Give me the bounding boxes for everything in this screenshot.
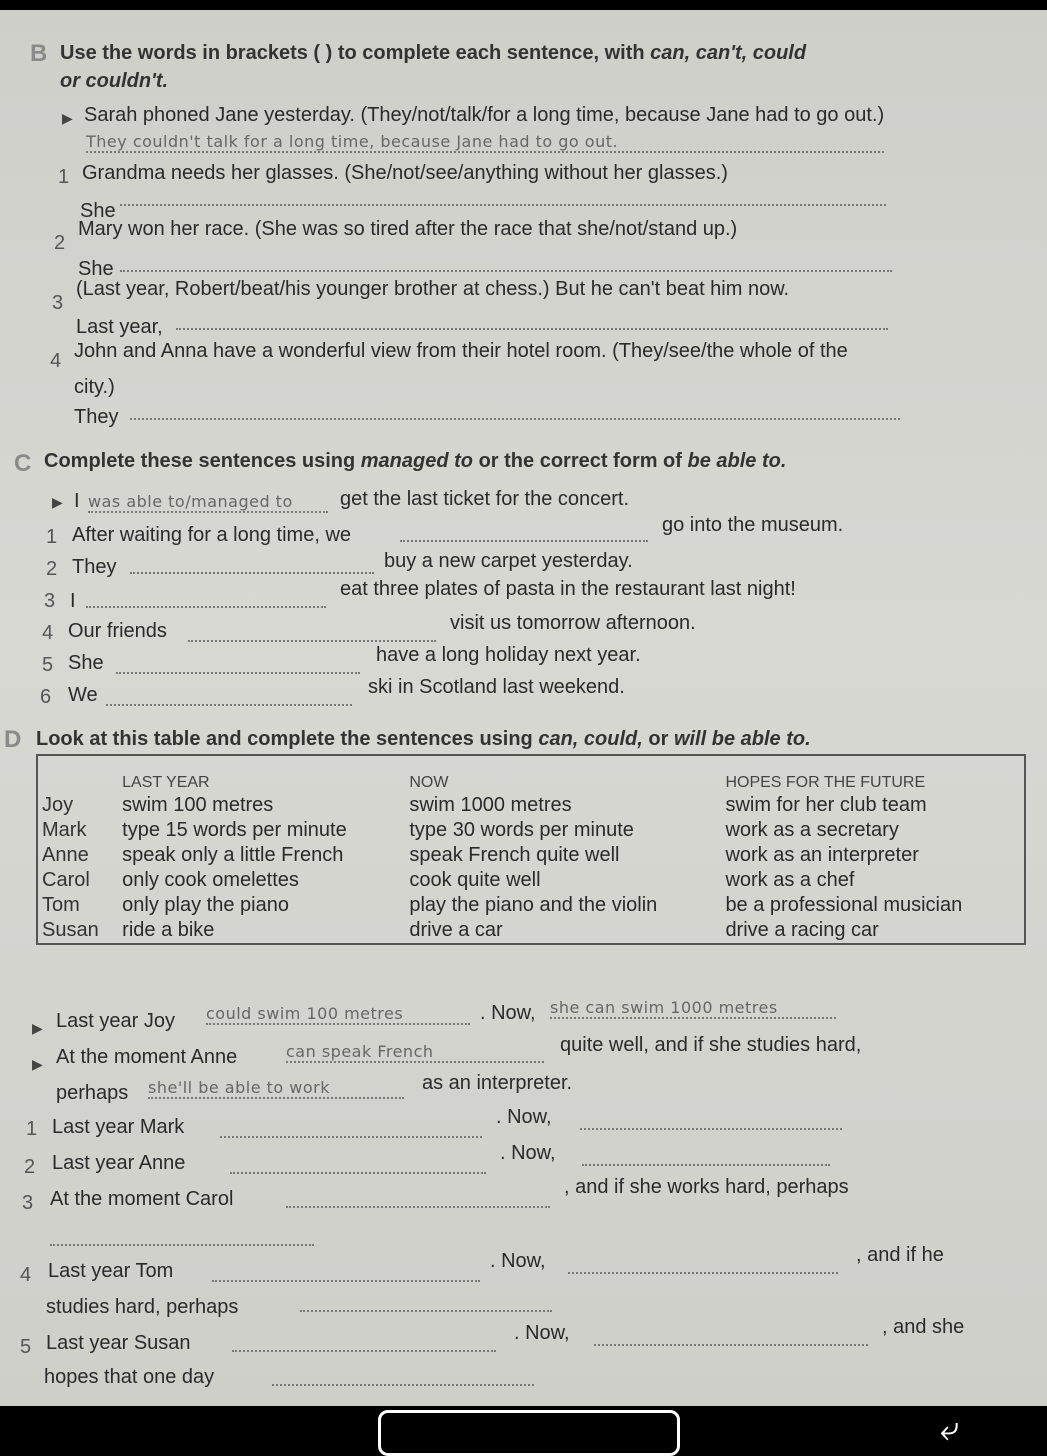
d-item-1-now: . Now,	[496, 1106, 552, 1128]
b-example-prompt: Sarah phoned Jane yesterday. (They/not/talk/for a long time, because Jane had to go out.)	[84, 104, 885, 126]
row-now: drive a car	[409, 919, 503, 941]
row-future: be a professional musician	[725, 894, 963, 916]
d-ex2-answer2: she'll be able to work	[148, 1078, 404, 1099]
header-now: NOW	[409, 774, 449, 791]
d-ex2-line2: perhaps	[56, 1082, 129, 1104]
b-item-4-prompt-cont: city.)	[74, 376, 115, 398]
c-item-2-answer-line[interactable]	[130, 554, 374, 574]
d-item-4-answer-line-2[interactable]	[568, 1254, 838, 1274]
b-item-3-answer-line[interactable]	[176, 310, 888, 330]
table-header-row	[37, 755, 1025, 793]
c-item-1-answer-line[interactable]	[400, 522, 648, 542]
b-item-3-prompt: (Last year, Robert/beat/his younger brother at chess.) But he can't beat him now.	[76, 278, 790, 300]
header-last-year: LAST YEAR	[122, 774, 210, 791]
bullet-icon: ▶	[32, 1056, 43, 1072]
table-row	[37, 893, 1025, 918]
c-item-4-end: visit us tomorrow afternoon.	[450, 612, 696, 634]
c-item-2-start: They	[72, 556, 117, 578]
table-row	[37, 793, 1025, 818]
c-item-5-answer-line[interactable]	[116, 654, 360, 674]
d-item-4-now: . Now,	[490, 1250, 546, 1272]
b-item-3-start: Last year,	[76, 316, 163, 338]
home-button[interactable]	[378, 1410, 680, 1456]
row-future: drive a racing car	[725, 919, 879, 941]
c-item-5-start: She	[68, 652, 104, 674]
d-item-4-start: Last year Tom	[48, 1260, 174, 1282]
d-ex2-start: At the moment Anne	[56, 1046, 238, 1068]
row-now: cook quite well	[409, 869, 541, 891]
d-item-1-number: 1	[26, 1118, 38, 1140]
b-item-1-start: She	[80, 200, 116, 222]
c-item-5-end: have a long holiday next year.	[376, 644, 641, 666]
d-item-2-start: Last year Anne	[52, 1152, 186, 1174]
c-item-3-end: eat three plates of pasta in the restaurant last night!	[340, 578, 796, 600]
d-item-5-number: 5	[20, 1336, 32, 1358]
d-item-5-now: . Now,	[514, 1322, 570, 1344]
row-name: Anne	[42, 844, 89, 866]
c-item-4-start: Our friends	[68, 620, 167, 642]
row-future: work as a chef	[725, 869, 855, 891]
d-ex1-start: Last year Joy	[56, 1010, 175, 1032]
d-item-5-answer-line-1[interactable]	[232, 1332, 496, 1352]
table-row	[37, 818, 1025, 843]
c-item-1-start: After waiting for a long time, we	[72, 524, 352, 546]
b-item-4-start: They	[74, 406, 119, 428]
d-item-4-answer-line-3[interactable]	[300, 1292, 552, 1312]
d-item-5-answer-line-2[interactable]	[594, 1326, 868, 1346]
c-item-5-number: 5	[42, 654, 54, 676]
c-item-6-number: 6	[40, 686, 52, 708]
section-b-instruction: Use the words in brackets ( ) to complete each sentence, with can, can't, could	[60, 42, 807, 64]
b-example-answer: They couldn't talk for a long time, because Jane had to go out.	[86, 132, 884, 153]
row-last-year: only cook omelettes	[122, 869, 299, 891]
d-ex2-answer1: can speak French	[286, 1042, 544, 1063]
b-item-4-prompt: John and Anna have a wonderful view from their hotel room. (They/see/the whole of the	[74, 340, 848, 362]
d-item-5-answer-line-3[interactable]	[272, 1366, 534, 1386]
d-ex1-mid: . Now,	[480, 1002, 536, 1024]
bullet-icon: ▶	[32, 1020, 43, 1036]
d-item-3-answer-line-2[interactable]	[50, 1226, 314, 1246]
worksheet-page	[0, 10, 1047, 1406]
b-item-2-number: 2	[54, 232, 66, 254]
row-last-year: only play the piano	[122, 894, 289, 916]
row-name: Susan	[42, 919, 99, 941]
c-item-4-number: 4	[42, 622, 54, 644]
section-d-letter: D	[4, 726, 22, 753]
c-item-3-answer-line[interactable]	[86, 588, 326, 608]
table-row	[37, 843, 1025, 868]
d-item-4-answer-line-1[interactable]	[212, 1262, 480, 1282]
c-item-6-start: We	[68, 684, 98, 706]
b-item-1-answer-line[interactable]	[120, 186, 886, 206]
d-item-5-end: , and she	[882, 1316, 965, 1338]
row-last-year: type 15 words per minute	[122, 819, 347, 841]
d-item-1-answer-line-2[interactable]	[580, 1110, 842, 1130]
c-item-2-number: 2	[46, 558, 58, 580]
d-item-3-mid: , and if she works hard, perhaps	[564, 1176, 849, 1198]
b-item-1-number: 1	[58, 166, 70, 188]
row-now: speak French quite well	[409, 844, 620, 866]
c-item-6-answer-line[interactable]	[106, 686, 352, 706]
c-item-6-end: ski in Scotland last weekend.	[368, 676, 625, 698]
rotate-icon[interactable]: ⤶	[940, 1410, 960, 1448]
c-item-2-end: buy a new carpet yesterday.	[384, 550, 633, 572]
header-future: HOPES FOR THE FUTURE	[725, 774, 926, 791]
d-item-3-number: 3	[22, 1192, 34, 1214]
c-example-end: get the last ticket for the concert.	[340, 488, 630, 510]
d-item-2-now: . Now,	[500, 1142, 556, 1164]
table-row	[37, 918, 1025, 944]
d-item-2-number: 2	[24, 1156, 36, 1178]
b-item-4-answer-line[interactable]	[130, 400, 900, 420]
row-last-year: swim 100 metres	[122, 794, 274, 816]
section-c-letter: C	[14, 450, 32, 477]
d-item-3-answer-line-1[interactable]	[286, 1188, 550, 1208]
d-ex1-answer2: she can swim 1000 metres	[550, 998, 836, 1019]
d-item-4-line2: studies hard, perhaps	[46, 1296, 239, 1318]
section-d-instruction: Look at this table and complete the sentences using can, could, or will be able to.	[36, 728, 811, 750]
c-item-1-number: 1	[46, 526, 58, 548]
b-item-2-start: She	[78, 258, 114, 280]
c-item-4-answer-line[interactable]	[188, 622, 436, 642]
row-future: work as a secretary	[725, 819, 899, 841]
d-ex2-end: as an interpreter.	[422, 1072, 573, 1094]
c-item-3-start: I	[70, 590, 76, 612]
row-name: Joy	[42, 794, 74, 816]
b-item-4-number: 4	[50, 350, 62, 372]
d-item-3-start: At the moment Carol	[50, 1188, 234, 1210]
section-c-instruction: Complete these sentences using managed to or the correct form of be able to.	[44, 450, 787, 472]
row-future: work as an interpreter	[725, 844, 919, 866]
row-now: swim 1000 metres	[409, 794, 572, 816]
row-future: swim for her club team	[725, 794, 927, 816]
b-item-2-answer-line[interactable]	[120, 252, 892, 272]
bullet-icon: ▶	[52, 494, 63, 510]
d-item-1-start: Last year Mark	[52, 1116, 185, 1138]
row-now: type 30 words per minute	[409, 819, 634, 841]
row-name: Mark	[42, 819, 87, 841]
c-example-start: I	[74, 490, 80, 512]
d-ex2-mid: quite well, and if she studies hard,	[560, 1034, 862, 1056]
d-item-5-line2: hopes that one day	[44, 1366, 215, 1388]
row-name: Carol	[42, 869, 90, 891]
section-b-instruction-cont: or couldn't.	[60, 70, 169, 92]
c-item-3-number: 3	[44, 590, 56, 612]
abilities-table	[36, 754, 1026, 945]
row-last-year: ride a bike	[122, 919, 215, 941]
d-item-4-end: , and if he	[856, 1244, 944, 1266]
row-name: Tom	[42, 894, 80, 916]
d-item-5-start: Last year Susan	[46, 1332, 191, 1354]
b-item-3-number: 3	[52, 292, 64, 314]
section-b-letter: B	[30, 40, 48, 67]
c-example-answer: was able to/managed to	[88, 492, 328, 513]
row-now: play the piano and the violin	[409, 894, 658, 916]
d-item-4-number: 4	[20, 1264, 32, 1286]
c-item-1-end: go into the museum.	[662, 514, 844, 536]
d-item-2-answer-line-1[interactable]	[230, 1154, 486, 1174]
d-item-1-answer-line-1[interactable]	[220, 1118, 482, 1138]
b-item-2-prompt: Mary won her race. (She was so tired after the race that she/not/stand up.)	[78, 218, 738, 240]
row-last-year: speak only a little French	[122, 844, 344, 866]
d-item-2-answer-line-2[interactable]	[582, 1146, 830, 1166]
bullet-icon: ▶	[62, 110, 73, 126]
d-ex1-answer1: could swim 100 metres	[206, 1004, 470, 1025]
b-item-1-prompt: Grandma needs her glasses. (She/not/see/anything without her glasses.)	[82, 162, 728, 184]
table-row	[37, 868, 1025, 893]
